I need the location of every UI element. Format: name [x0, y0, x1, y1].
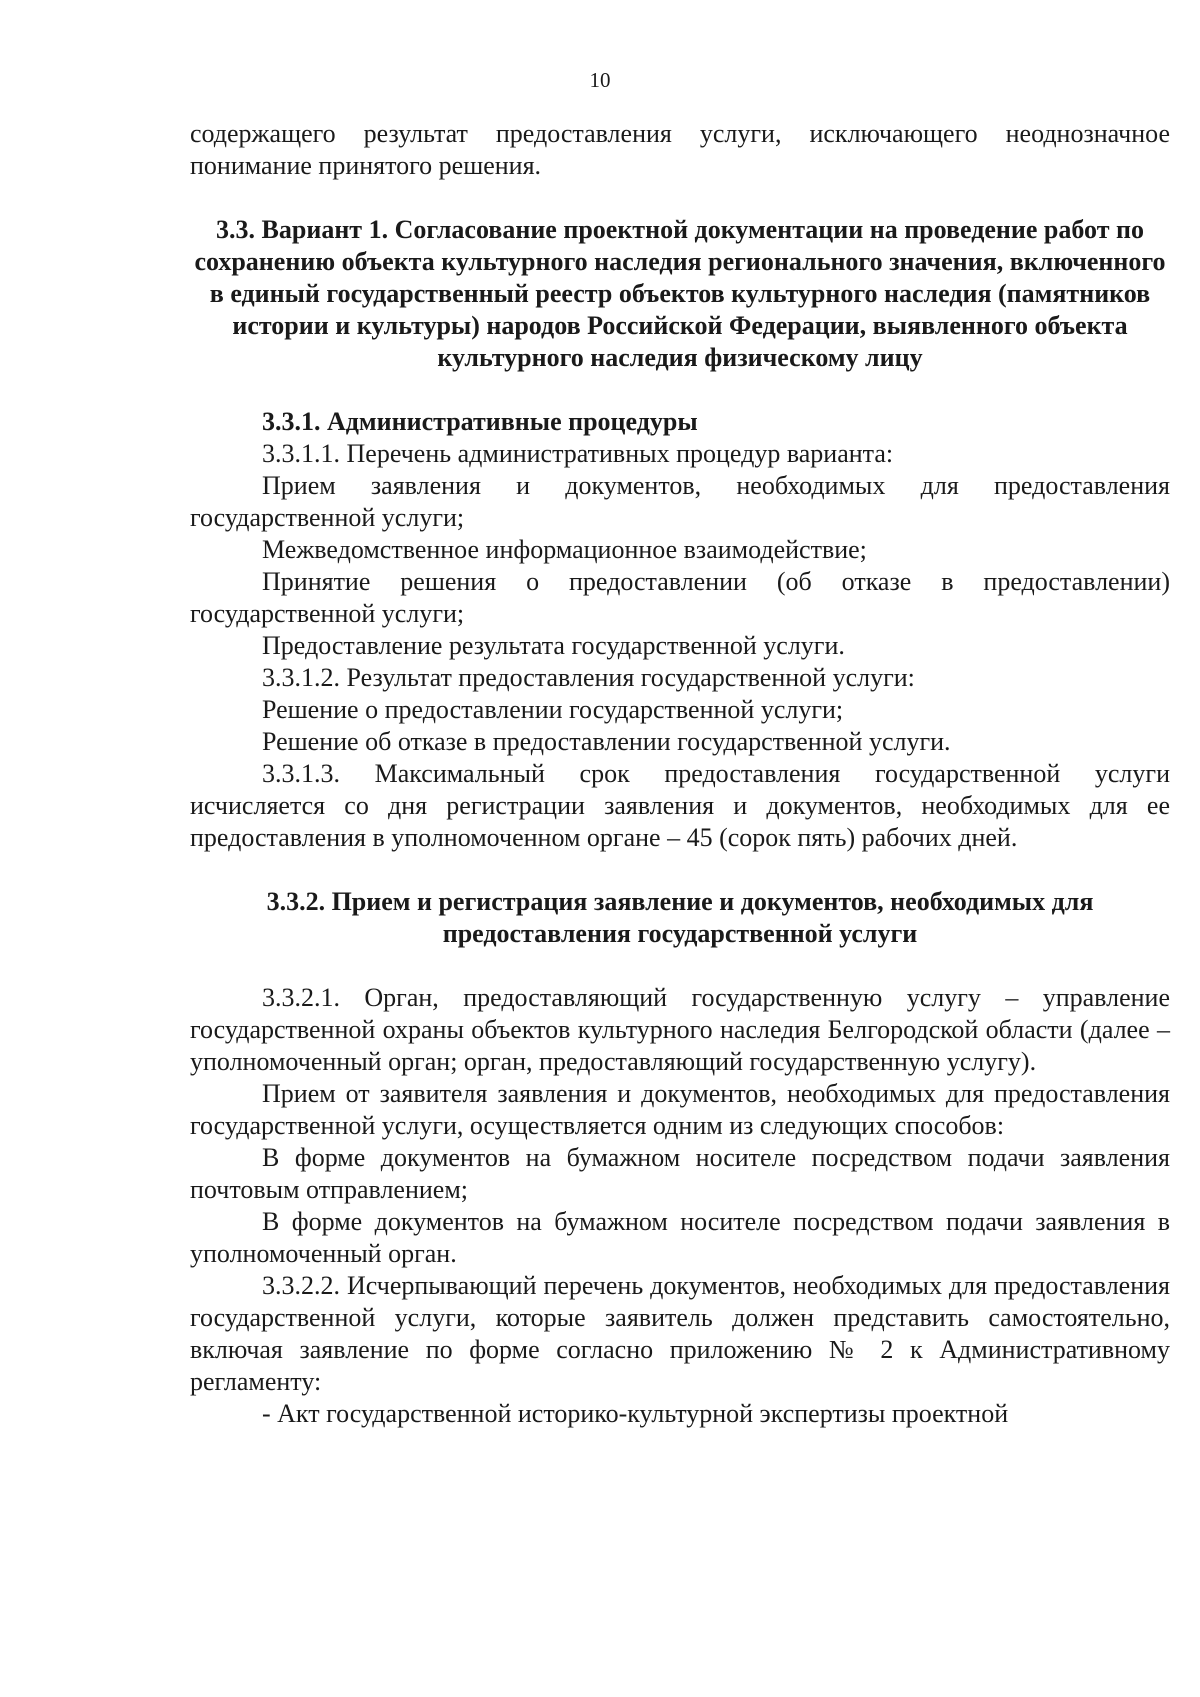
paragraph: Решение о предоставлении государственной услуги;	[262, 695, 844, 724]
paragraph: 3.3.2.2. Исчерпывающий перечень документов, необходимых для предоставления государственной услуги, которые заявитель должен представить самостоятельно, включая заявление по форме согласно приложению № 2 к Административному регламенту:	[190, 1271, 1170, 1396]
paragraph: В форме документов на бумажном носителе посредством подачи заявления почтовым отправлением;	[190, 1143, 1170, 1204]
page-number: 10	[589, 68, 611, 92]
paragraph: 3.3.2.1. Орган, предоставляющий государственную услугу – управление государственной охраны объектов культурного наследия Белгородской области (далее – уполномоченный орган; орган, предоставляющий государственную услугу).	[190, 983, 1170, 1076]
document-body	[190, 118, 1170, 1430]
paragraph: Предоставление результата государственной услуги.	[262, 631, 845, 660]
paragraph: 3.3.1.3. Максимальный срок предоставления государственной услуги исчисляется со дня регистрации заявления и документов, необходимых для ее предоставления в уполномоченном органе – 45 (сорок пять) рабочих дней.	[190, 759, 1170, 852]
paragraph: Принятие решения о предоставлении (об отказе в предоставлении) государственной услуги;	[190, 567, 1170, 628]
paragraph: Прием заявления и документов, необходимых для предоставления государственной услуги;	[190, 471, 1170, 532]
paragraph: Решение об отказе в предоставлении государственной услуги.	[262, 727, 951, 756]
paragraph: Межведомственное информационное взаимодействие;	[262, 535, 867, 564]
paragraph: 3.3.1.1. Перечень административных процедур варианта:	[262, 439, 894, 468]
section-3-3-heading: 3.3. Вариант 1. Согласование проектной документации на проведение работ по сохранению объекта культурного наследия регионального значения, включенного в единый государственный реестр объектов культурного наследия (памятников истории и культуры) народов Российской Федерации, выявленного объекта культурного наследия физическому лицу	[194, 215, 1166, 372]
intro-continuation: содержащего результат предоставления услуги, исключающего неоднозначное понимание принятого решения.	[190, 119, 1170, 180]
section-3-3-1-heading: 3.3.1. Административные процедуры	[262, 407, 698, 436]
paragraph: В форме документов на бумажном носителе посредством подачи заявления в уполномоченный орган.	[190, 1207, 1170, 1268]
paragraph: - Акт государственной историко-культурной экспертизы проектной	[262, 1399, 1009, 1428]
section-3-3-2-heading: 3.3.2. Прием и регистрация заявление и документов, необходимых для предоставления государственной услуги	[266, 887, 1094, 948]
paragraph: 3.3.1.2. Результат предоставления государственной услуги:	[262, 663, 915, 692]
paragraph: Прием от заявителя заявления и документов, необходимых для предоставления государственной услуги, осуществляется одним из следующих способов:	[190, 1079, 1170, 1140]
